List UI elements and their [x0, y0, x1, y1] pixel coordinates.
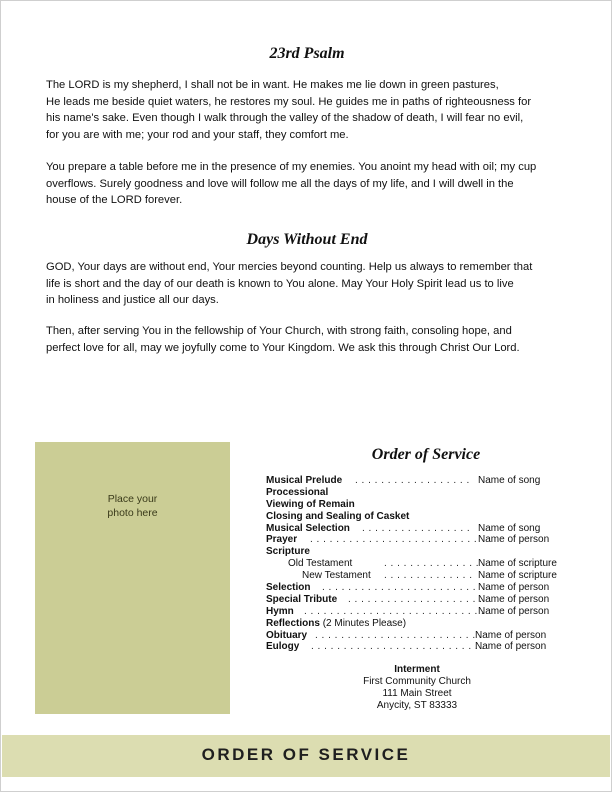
program-row — [266, 594, 586, 606]
text-line: You prepare a table before me in the presence of my enemies. You anoint my head with oil; my cup — [46, 161, 537, 173]
interment-street: 111 Main Street — [382, 687, 452, 699]
leader-dots: . . . . . . . . . . . . . . . . . . — [355, 475, 470, 486]
program-value: Name of scripture — [478, 558, 557, 570]
program-item — [266, 618, 406, 630]
psalm-paragraph-1 — [46, 77, 576, 143]
program-item: Musical Selection — [266, 522, 350, 534]
leader-dots: . . . . . . . . . . . . . . . . . . . . . . . . . . . — [311, 641, 485, 653]
program-row — [266, 475, 586, 487]
program-item: Selection — [266, 582, 311, 594]
photo-text-line: photo here — [107, 507, 158, 519]
program-row — [266, 570, 586, 582]
photo-placeholder-text — [35, 492, 230, 520]
prayer-paragraph-2 — [46, 323, 576, 356]
leader-dots: . . . . . . . . . . . . . . . . . . . . . . . . . . — [310, 534, 478, 546]
program-row — [266, 618, 586, 630]
program-subitem: Old Testament — [288, 558, 353, 570]
program-row — [266, 523, 586, 535]
program-value: Name of person — [475, 641, 547, 653]
program-value: Name of person — [478, 534, 550, 546]
text-line: in holiness and justice all our days. — [46, 294, 219, 306]
program-subitem: New Testament — [302, 570, 371, 582]
text-line: Then, after serving You in the fellowship of Your Church, with strong faith, consoling hope, and — [46, 325, 512, 337]
leader-dots: . . . . . . . . . . . . . . . . . — [362, 522, 471, 534]
interment-city: Anycity, ST 83333 — [376, 699, 458, 711]
program-value: Name of song — [478, 475, 541, 486]
program-value: Name of person — [478, 605, 550, 617]
leader-dots: . . . . . . . . . . . . . . . . . . . . . . . . . . . . — [304, 605, 485, 617]
text-line: perfect love for all, may we joyfully come to Your Kingdom. We ask this through Christ Our Lord. — [46, 341, 520, 354]
program-item: Prayer — [266, 534, 298, 546]
program-item-label: Reflections — [266, 617, 320, 629]
leader-dots: . . . . . . . . . . . . . . . — [384, 558, 480, 570]
text-line: house of the LORD forever. — [46, 194, 183, 206]
footer-title: ORDER OF SERVICE — [201, 745, 411, 764]
program-row — [266, 630, 586, 642]
psalm-title: 23rd Psalm — [269, 45, 345, 62]
text-line: for you are with me; your rod and your staff, they comfort me. — [46, 128, 349, 141]
program-row — [266, 546, 586, 558]
interment-church: First Community Church — [363, 675, 471, 687]
program-row — [266, 582, 586, 594]
psalm-paragraph-2 — [46, 159, 576, 209]
program-row — [266, 487, 586, 499]
program-row — [266, 641, 586, 653]
program-value: Name of person — [478, 593, 550, 605]
program-item: Special Tribute — [266, 593, 338, 605]
text-line: his name's sake. Even though I walk through the valley of the shadow of death, I will fear no evil, — [46, 112, 524, 124]
footer-band — [2, 735, 610, 777]
photo-text-line: Place your — [107, 493, 158, 505]
program-value: Name of song — [478, 522, 541, 534]
service-program — [266, 475, 586, 653]
program-value: Name of scripture — [478, 570, 557, 582]
program-item: Processional — [266, 486, 329, 498]
prayer-title: Days Without End — [246, 231, 368, 248]
program-row — [266, 499, 586, 511]
program-item: Obituary — [266, 629, 308, 641]
program-item-note: (2 Minutes Please) — [322, 617, 407, 629]
program-item: Scripture — [266, 546, 310, 558]
text-line: life is short and the day of our death is known to You alone. May Your Holy Spirit lead us to live — [46, 277, 514, 290]
program-row — [266, 558, 586, 570]
program-item: Musical Prelude — [266, 475, 343, 486]
photo-placeholder[interactable] — [35, 442, 230, 714]
order-of-service-title: Order of Service — [371, 446, 481, 463]
leader-dots: . . . . . . . . . . . . . . . . . . . . . . . . — [322, 582, 477, 594]
interment-title: Interment — [394, 664, 440, 675]
leader-dots: . . . . . . . . . . . . . . . . . . . . . . . . . . — [315, 629, 483, 641]
program-row — [266, 606, 586, 618]
prayer-paragraph-1 — [46, 259, 576, 309]
program-item: Hymn — [266, 605, 294, 617]
text-line: overflows. Surely goodness and love will follow me all the days of my life, and I will dwell in the — [46, 177, 514, 190]
program-row — [266, 534, 586, 546]
leader-dots: . . . . . . . . . . . . . . . . . . . . . — [348, 593, 483, 605]
interment-block — [317, 664, 517, 712]
leader-dots: . . . . . . . . . . . . . . — [384, 570, 473, 582]
program-item: Closing and Sealing of Casket — [266, 510, 410, 522]
text-line: GOD, Your days are without end, Your mercies beyond counting. Help us always to remember that — [46, 261, 533, 273]
program-value: Name of person — [475, 629, 547, 641]
program-row — [266, 511, 586, 523]
text-line: The LORD is my shepherd, I shall not be in want. He makes me lie down in green pastures, — [46, 79, 499, 91]
program-value: Name of person — [478, 582, 550, 594]
program-item: Eulogy — [266, 641, 300, 653]
text-line: He leads me beside quiet waters, he restores my soul. He guides me in paths of righteousness for — [46, 95, 532, 108]
program-item: Viewing of Remain — [266, 498, 355, 510]
